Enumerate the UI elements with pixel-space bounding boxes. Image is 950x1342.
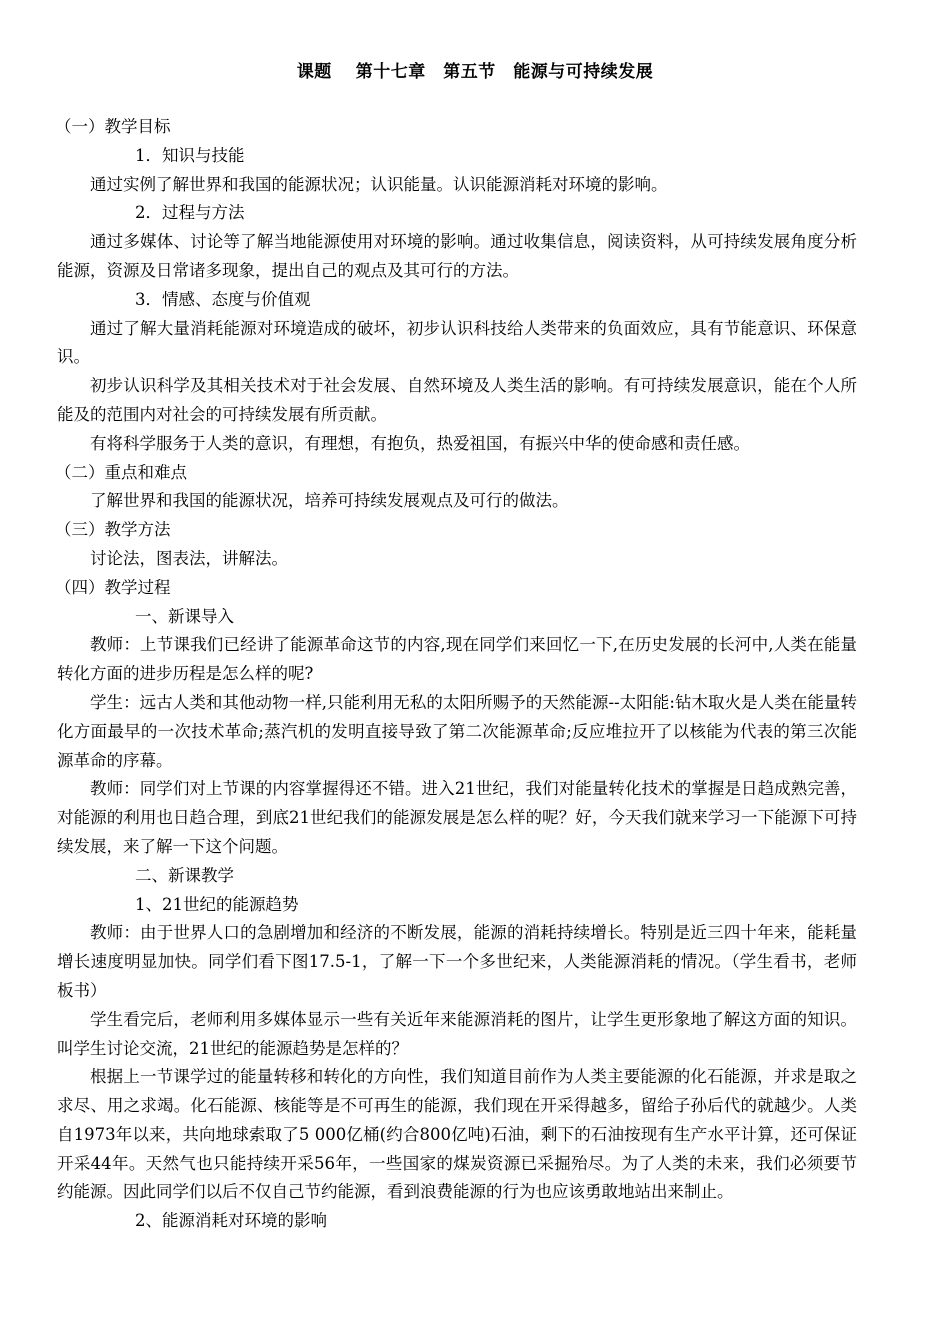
subheading-process: 2．过程与方法 bbox=[135, 203, 245, 223]
section-heading-methods: （三）教学方法 bbox=[55, 520, 171, 540]
paragraph-knowledge: 通过实例了解世界和我国的能源状况；认识能量。认识能源消耗对环境的影响。 bbox=[90, 174, 668, 194]
paragraph-trend-2: 学生看完后，老师利用多媒体显示一些有关近年来能源消耗的图片，让学生更形象地了解这方面的知识。叫学生讨论交流，21世纪的能源趋势是怎样的？ bbox=[57, 1009, 857, 1058]
paragraph-teacher-2: 教师：同学们对上节课的内容掌握得还不错。进入21世纪，我们对能量转化技术的掌握是日趋成熟完善，对能源的利用也日趋合理，到底21世纪我们的能源发展是怎么样的呢？好，今天我们就来学习一下能源下可持续发展，来了解一下这个问题。 bbox=[57, 779, 857, 856]
paragraph-keypoints: 了解世界和我国的能源状况，培养可持续发展观点及可行的做法。 bbox=[90, 491, 569, 511]
subheading-intro: 一、新课导入 bbox=[135, 606, 234, 626]
paragraph-trend-1: 教师：由于世界人口的急剧增加和经济的不断发展，能源的消耗持续增长。特别是近三四十年来，能耗量增长速度明显加快。同学们看下图17.5-1，了解一下一个多世纪来，人类能源消耗的情况。（学生看书，老师板书） bbox=[57, 923, 857, 1000]
subheading-teaching: 二、新课教学 bbox=[135, 865, 234, 885]
paragraph-process: 通过多媒体、讨论等了解当地能源使用对环境的影响。通过收集信息，阅读资料，从可持续发展角度分析能源，资源及日常诸多现象，提出自己的观点及其可行的方法。 bbox=[57, 232, 857, 280]
section-heading-keypoints: （二）重点和难点 bbox=[55, 462, 187, 482]
paragraph-student: 学生：远古人类和其他动物一样,只能利用无私的太阳所赐予的天然能源--太阳能:钻木取火是人类在能量转化方面最早的一次技术革命;蒸汽机的发明直接导致了第二次能源革命;反应堆拉开了以核能为代表的第三次能源革命的序幕。 bbox=[57, 692, 857, 770]
subheading-attitude: 3．情感、态度与价值观 bbox=[135, 289, 311, 309]
paragraph-trend-3: 根据上一节课学过的能量转移和转化的方向性，我们知道目前作为人类主要能源的化石能源，并求是取之求尽、用之求竭。化石能源、核能等是不可再生的能源，我们现在开采得越多，留给子孙后代的就越少。人类自1973年以来，共向地球索取了5 000亿桶(约合800亿吨)石油，剩下的石油按现有生产水平计算，还可保证开采44年。天然气也只能持续开采56年，一些国家的煤炭资源已采掘殆尽。为了人类的未来，我们必须要节约能源。因此同学们以后不仅自己节约能源，看到浪费能源的行为也应该勇敢地站出来制止。 bbox=[57, 1067, 857, 1202]
document-body bbox=[57, 113, 857, 1236]
paragraph-methods: 讨论法，图表法，讲解法。 bbox=[90, 548, 288, 568]
paragraph-attitude-3: 有将科学服务于人类的意识，有理想，有抱负，热爱祖国，有振兴中华的使命感和责任感。 bbox=[90, 433, 750, 453]
section-heading-process: （四）教学过程 bbox=[55, 577, 171, 597]
paragraph-attitude-2: 初步认识科学及其相关技术对于社会发展、自然环境及人类生活的影响。有可持续发展意识，能在个人所能及的范围内对社会的可持续发展有所贡献。 bbox=[57, 376, 857, 424]
subheading-knowledge: 1．知识与技能 bbox=[135, 145, 245, 165]
subheading-energy-trend: 1、21世纪的能源趋势 bbox=[135, 894, 299, 914]
page-title: 课题 第十七章 第五节 能源与可持续发展 bbox=[296, 62, 654, 82]
paragraph-attitude-1: 通过了解大量消耗能源对环境造成的破坏，初步认识科技给人类带来的负面效应，具有节能意识、环保意识。 bbox=[57, 318, 857, 367]
section-heading-objectives: （一）教学目标 bbox=[55, 117, 171, 136]
subheading-environment-impact: 2、能源消耗对环境的影响 bbox=[135, 1211, 327, 1231]
paragraph-teacher-1: 教师：上节课我们已经讲了能源革命这节的内容,现在同学们来回忆一下,在历史发展的长河中,人类在能量转化方面的进步历程是怎么样的呢? bbox=[57, 635, 857, 684]
